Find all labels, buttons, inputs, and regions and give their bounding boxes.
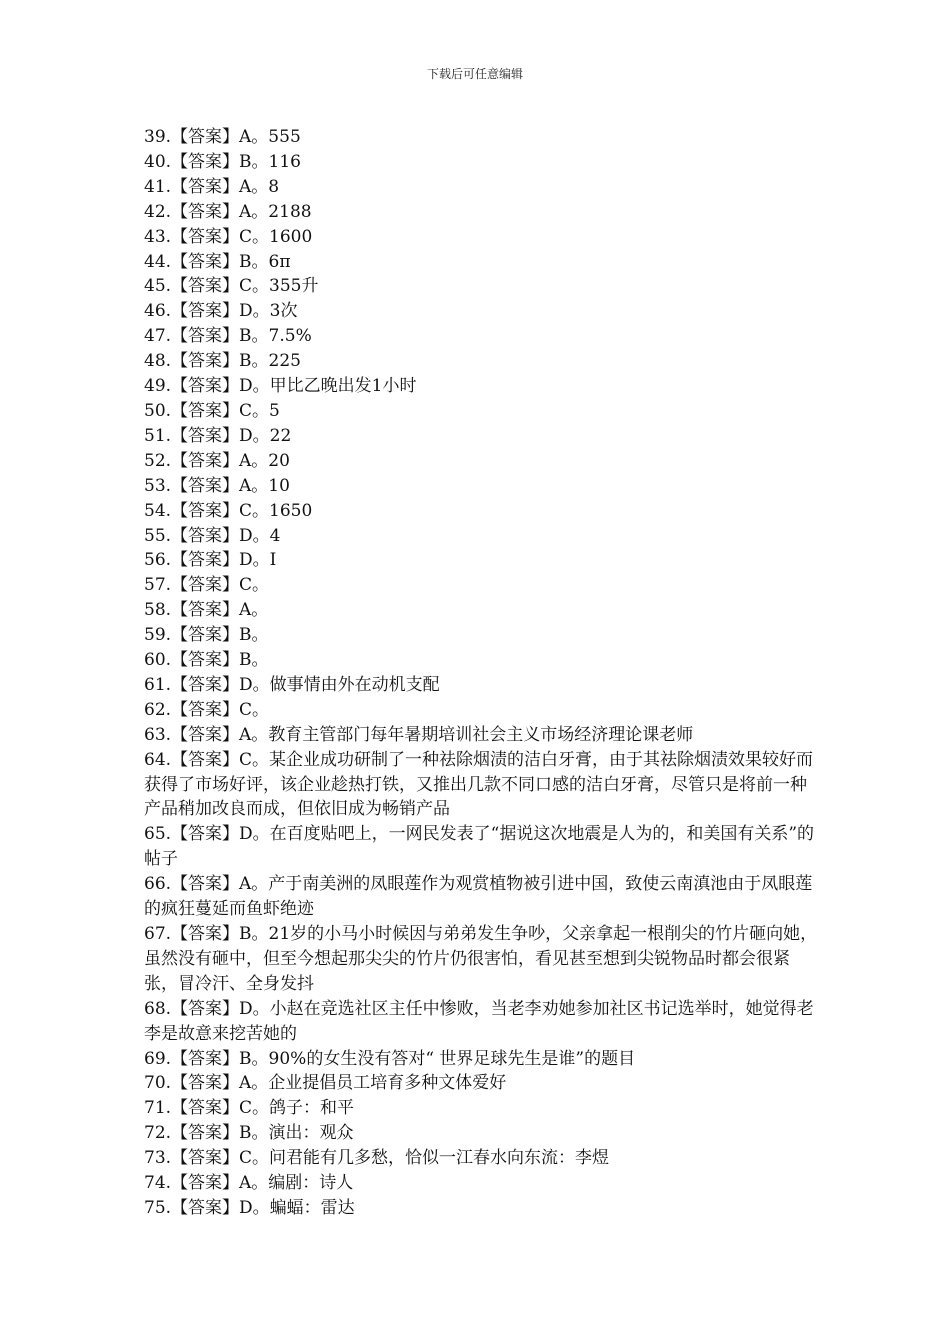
answer-line: 39.【答案】A。555 bbox=[144, 127, 301, 147]
answer-line: 67.【答案】B。21岁的小马小时候因与弟弟发生争吵，父亲拿起一根削尖的竹片砸向她，虽然没有砸中，但至今想起那尖尖的竹片仍很害怕，看见甚至想到尖锐物品时都会很紧张，冒冷汗、全身发抖 bbox=[144, 924, 818, 994]
answer-line: 73.【答案】C。问君能有几多愁，恰似一江春水向东流：李煜 bbox=[144, 1148, 610, 1169]
answer-line: 54.【答案】C。1650 bbox=[144, 500, 313, 521]
answer-line: 49.【答案】D。甲比乙晚出发1小时 bbox=[144, 376, 417, 397]
answer-line: 63.【答案】A。教育主管部门每年暑期培训社会主义市场经济理论课老师 bbox=[144, 724, 694, 745]
answer-line: 64.【答案】C。某企业成功研制了一种祛除烟渍的洁白牙膏，由于其祛除烟渍效果较好而获得了市场好评，该企业趁热打铁，又推出几款不同口感的洁白牙膏，尽管只是将前一种产品稍加改良而成，但依旧成为畅销产品 bbox=[144, 749, 814, 820]
answer-line: 53.【答案】A。10 bbox=[144, 475, 290, 496]
answer-line: 72.【答案】B。演出：观众 bbox=[144, 1123, 354, 1144]
answer-line: 42.【答案】A。2188 bbox=[144, 201, 312, 222]
answer-line: 44.【答案】B。6π bbox=[144, 251, 291, 272]
answer-line: 62.【答案】C。 bbox=[144, 699, 270, 720]
answer-line: 68.【答案】D。小赵在竞选社区主任中惨败，当老李劝她参加社区书记选举时，她觉得老李是故意来挖苦她的 bbox=[144, 998, 814, 1044]
answer-line: 66.【答案】A。产于南美洲的凤眼莲作为观赏植物被引进中国，致使云南滇池由于凤眼莲的疯狂蔓延而鱼虾绝迹 bbox=[144, 874, 813, 920]
answer-line: 69.【答案】B。90%的女生没有答对“ 世界足球先生是谁”的题目 bbox=[144, 1048, 636, 1069]
answer-line: 60.【答案】B。 bbox=[144, 650, 269, 671]
answer-line: 75.【答案】D。蝙蝠：雷达 bbox=[144, 1197, 355, 1218]
answer-line: 43.【答案】C。1600 bbox=[144, 226, 313, 247]
answer-line: 74.【答案】A。编剧：诗人 bbox=[144, 1173, 354, 1194]
page-header: 下载后可任意编辑 bbox=[426, 67, 523, 81]
answer-line: 47.【答案】B。7.5% bbox=[144, 326, 312, 347]
answer-line: 40.【答案】B。116 bbox=[144, 151, 301, 172]
answer-line: 65.【答案】D。在百度贴吧上，一网民发表了“据说这次地震是人为的，和美国有关系”的帖子 bbox=[144, 824, 815, 870]
answer-line: 50.【答案】C。5 bbox=[144, 400, 280, 421]
answer-list bbox=[144, 125, 820, 1221]
answer-line: 52.【答案】A。20 bbox=[144, 450, 290, 471]
answer-line: 55.【答案】D。4 bbox=[144, 525, 281, 546]
answer-line: 59.【答案】B。 bbox=[144, 625, 269, 646]
answer-line: 58.【答案】A。 bbox=[144, 600, 269, 621]
answer-line: 45.【答案】C。355升 bbox=[144, 276, 319, 297]
answer-line: 57.【答案】C。 bbox=[144, 575, 270, 596]
answer-line: 70.【答案】A。企业提倡员工培育多种文体爱好 bbox=[144, 1073, 507, 1094]
answer-line: 48.【答案】B。225 bbox=[144, 351, 301, 372]
answer-line: 41.【答案】A。8 bbox=[144, 176, 280, 197]
answer-line: 71.【答案】C。鸽子：和平 bbox=[144, 1098, 355, 1119]
answer-line: 51.【答案】D。22 bbox=[144, 425, 292, 446]
answer-line: 56.【答案】D。I bbox=[144, 550, 277, 571]
answer-line: 46.【答案】D。3次 bbox=[144, 301, 298, 322]
answer-line: 61.【答案】D。做事情由外在动机支配 bbox=[144, 674, 440, 695]
